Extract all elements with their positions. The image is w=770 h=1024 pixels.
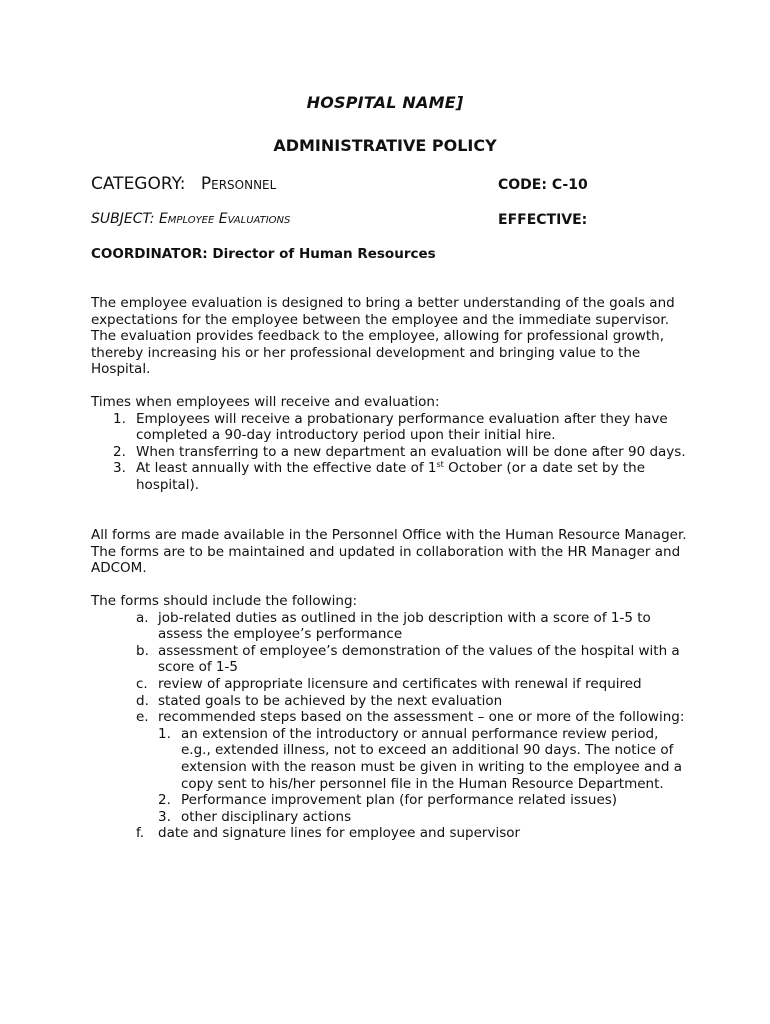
list-item-text-start: At least annually with the effective date of 1 [136, 460, 437, 477]
list-item [91, 693, 691, 710]
coordinator: COORDINATOR: Director of Human Resources [91, 246, 436, 262]
list-marker: f. [136, 825, 145, 842]
list-item [91, 709, 691, 825]
list-item-text: When transferring to a new department an evaluation will be done after 90 days. [136, 443, 686, 460]
list-item-text: Employees will receive a probationary performance evaluation after they have completed a 90-day introductory period upon their initial hire. [136, 410, 668, 444]
list-marker: b. [136, 642, 149, 659]
forms-available-section [91, 527, 691, 577]
list-item [91, 676, 691, 693]
list-item-text: stated goals to be achieved by the next evaluation [158, 692, 503, 709]
list-marker: 2. [158, 792, 171, 809]
list-marker: e. [136, 709, 149, 726]
hospital-name: HOSPITAL NAME] [306, 93, 464, 112]
list-item-text: other disciplinary actions [181, 808, 352, 825]
list-item-text [136, 460, 645, 493]
list-item [91, 825, 691, 842]
sub-list-item [158, 809, 691, 826]
ordinal-suffix: st [436, 460, 444, 470]
forms-include-list [91, 610, 691, 842]
list-item-text: recommended steps based on the assessment – one or more of the following: [158, 709, 685, 726]
list-marker: d. [136, 692, 149, 709]
list-item [91, 610, 691, 643]
list-marker: 3. [113, 460, 126, 477]
list-item-text: review of appropriate licensure and certificates with renewal if required [158, 675, 642, 692]
list-item-text: assessment of employee’s demonstration of the values of the hospital with a score of 1-5 [158, 642, 680, 676]
list-marker: c. [136, 675, 148, 692]
sub-list-item [158, 792, 691, 809]
forms-include-section [91, 593, 691, 842]
effective-date: EFFECTIVE: [498, 212, 588, 228]
list-item [91, 411, 691, 444]
evaluation-times-lead: Times when employees will receive and evaluation: [91, 394, 440, 410]
sub-list-item [158, 726, 691, 792]
intro-section [91, 295, 691, 378]
category-value: Personnel [200, 174, 277, 194]
list-marker: 1. [158, 725, 171, 742]
list-item-text: an extension of the introductory or annual performance review period, e.g., extended illness, not to exceed an additional 90 days. The notice of extension with the reason must be given in writing to the employee and a copy sent to his/her personnel file in the Human Resource Department. [181, 725, 682, 792]
subject-row [91, 211, 290, 227]
evaluation-times-section [91, 394, 691, 494]
subject-label: SUBJECT: [91, 211, 155, 227]
policy-code: CODE: C-10 [498, 177, 588, 193]
list-marker: a. [136, 609, 149, 626]
category-row [91, 174, 276, 194]
forms-available-paragraph: All forms are made available in the Personnel Office with the Human Resource Manager. The forms are to be maintained and updated in collaboration with the HR Manager and ADCOM. [91, 527, 687, 577]
forms-include-lead: The forms should include the following: [91, 593, 358, 609]
subject-value: Employee Evaluations [158, 211, 291, 227]
category-label: CATEGORY: [91, 174, 186, 194]
recommended-steps-list [158, 726, 691, 826]
evaluation-times-list [91, 411, 691, 494]
list-marker: 1. [113, 410, 126, 427]
list-item-text: date and signature lines for employee and supervisor [158, 825, 521, 842]
list-item-text-end: October (or a date set by the hospital). [136, 460, 646, 493]
list-marker: 2. [113, 443, 126, 460]
list-item-text: Performance improvement plan (for performance related issues) [181, 792, 618, 809]
list-item-text: job-related duties as outlined in the job description with a score of 1-5 to assess the employee’s performance [158, 609, 651, 643]
list-item [91, 643, 691, 676]
intro-paragraph: The employee evaluation is designed to bring a better understanding of the goals and expectations for the employee between the employee and the immediate supervisor. The evaluation provides feedback to the employee, allowing for professional growth, thereby increasing his or her professional development and bringing value to the Hospital. [91, 295, 675, 378]
policy-title: ADMINISTRATIVE POLICY [273, 136, 497, 155]
list-item [91, 444, 691, 461]
list-marker: 3. [158, 808, 171, 825]
list-item [91, 460, 691, 493]
